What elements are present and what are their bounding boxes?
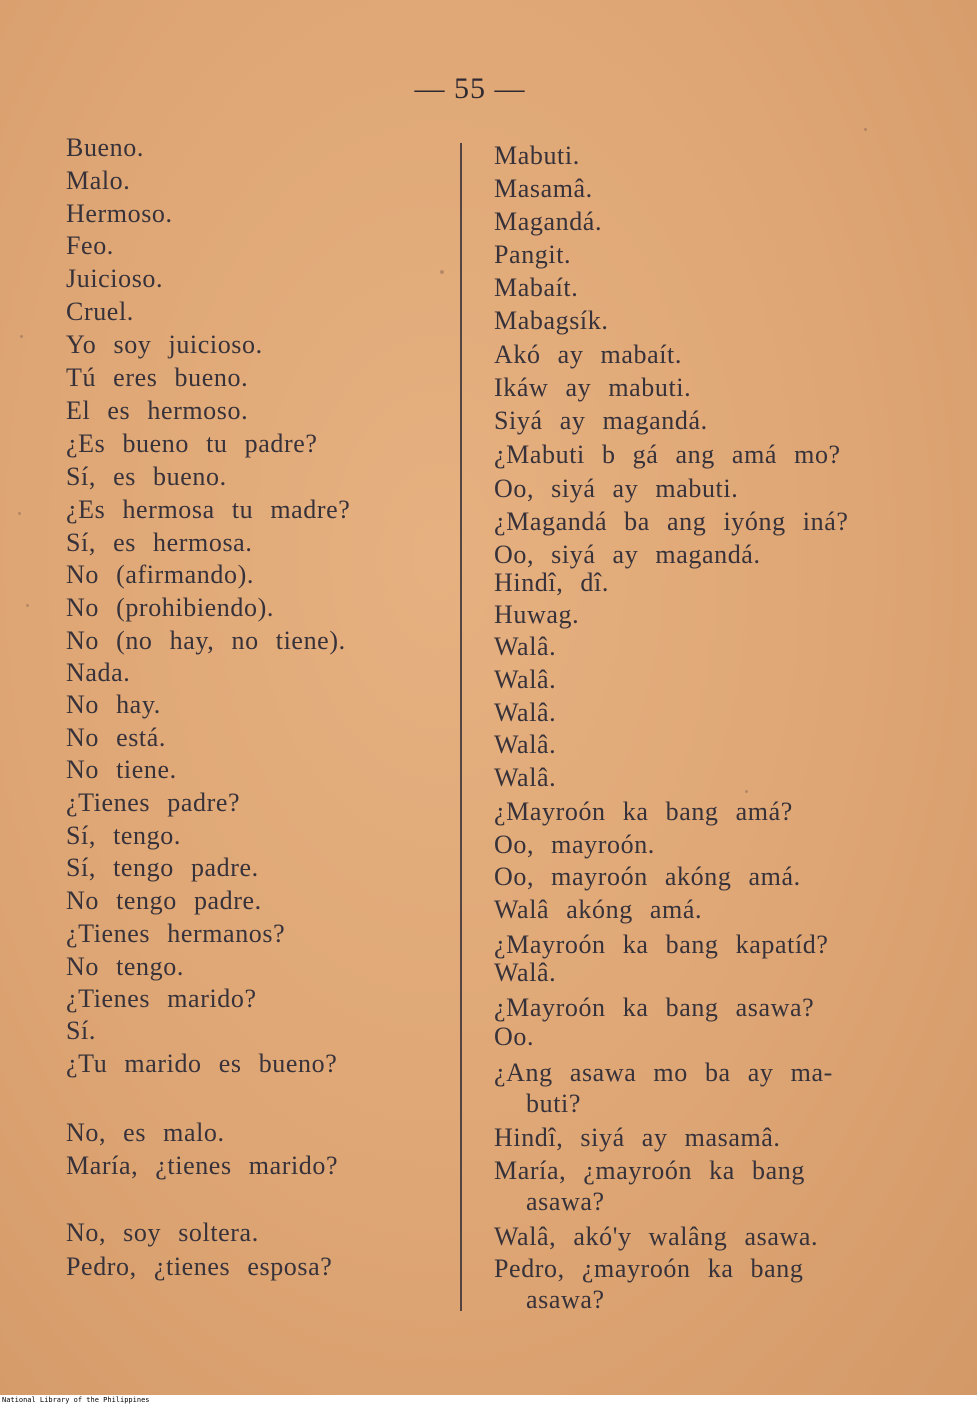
tagalog-line: Pedro, ¿mayroón ka bang [494, 1254, 804, 1283]
tagalog-line: Walâ, akó'y walâng asawa. [494, 1222, 819, 1251]
spanish-line: María, ¿tienes marido? [66, 1151, 339, 1180]
paper-speck [440, 270, 444, 274]
paper-speck [26, 604, 29, 607]
tagalog-line-continuation: buti? [526, 1089, 581, 1118]
tagalog-line: Walâ. [494, 698, 557, 727]
tagalog-line-continuation: asawa? [526, 1285, 605, 1314]
spanish-line: No, soy soltera. [66, 1218, 259, 1247]
spanish-line: Malo. [66, 166, 131, 195]
tagalog-line: Masamâ. [494, 174, 593, 203]
tagalog-line: Huwag. [494, 600, 580, 629]
spanish-line: ¿Tu marido es bueno? [66, 1049, 338, 1078]
tagalog-line: Hindî, dî. [494, 568, 609, 597]
paper-speck [864, 128, 867, 131]
spanish-line: No, es malo. [66, 1118, 225, 1147]
spanish-line: Sí, tengo. [66, 821, 181, 850]
tagalog-line: María, ¿mayroón ka bang [494, 1156, 805, 1185]
tagalog-line: Mabuti. [494, 141, 580, 170]
tagalog-line: Ikáw ay mabuti. [494, 373, 692, 402]
tagalog-line-continuation: asawa? [526, 1187, 605, 1216]
paper-speck [20, 335, 23, 338]
spanish-line: Sí. [66, 1016, 96, 1045]
tagalog-line: ¿Magandá ba ang iyóng iná? [494, 507, 849, 536]
spanish-line: ¿Es bueno tu padre? [66, 429, 318, 458]
tagalog-line: Siyá ay magandá. [494, 406, 708, 435]
spanish-line: Feo. [66, 231, 114, 260]
spanish-line: No tengo. [66, 952, 184, 981]
paper-speck [745, 790, 748, 793]
tagalog-line: ¿Mayroón ka bang kapatíd? [494, 930, 829, 959]
spanish-line: No (no hay, no tiene). [66, 626, 346, 655]
spanish-line: Sí, tengo padre. [66, 853, 259, 882]
tagalog-line: ¿Mayroón ka bang amá? [494, 797, 793, 826]
spanish-line: Tú eres bueno. [66, 363, 249, 392]
spanish-line: No tengo padre. [66, 886, 262, 915]
tagalog-line: Oo. [494, 1022, 535, 1051]
spanish-line: Nada. [66, 658, 131, 687]
spanish-line: Juicioso. [66, 264, 164, 293]
spanish-line: No hay. [66, 690, 161, 719]
spanish-line: Bueno. [66, 133, 144, 162]
tagalog-line: Walâ. [494, 958, 557, 987]
spanish-line: ¿Tienes marido? [66, 984, 257, 1013]
tagalog-line: Walâ. [494, 763, 557, 792]
tagalog-line: ¿Mayroón ka bang asawa? [494, 993, 815, 1022]
spanish-line: Sí, es hermosa. [66, 528, 253, 557]
tagalog-line: Pangit. [494, 240, 572, 269]
tagalog-line: Oo, siyá ay magandá. [494, 540, 761, 569]
tagalog-line: Mabagsík. [494, 306, 609, 335]
tagalog-line: Walâ akóng amá. [494, 895, 703, 924]
tagalog-line: Walâ. [494, 730, 557, 759]
spanish-line: No está. [66, 723, 166, 752]
spanish-line: Yo soy juicioso. [66, 330, 263, 359]
tagalog-line: Akó ay mabaít. [494, 340, 682, 369]
tagalog-line: Mabaít. [494, 273, 579, 302]
tagalog-line: Hindî, siyá ay masamâ. [494, 1123, 781, 1152]
tagalog-line: Oo, mayroón. [494, 830, 655, 859]
spanish-line: Hermoso. [66, 199, 173, 228]
spanish-line: ¿Tienes padre? [66, 788, 241, 817]
spanish-line: Cruel. [66, 297, 134, 326]
tagalog-line: Oo, siyá ay mabuti. [494, 474, 739, 503]
spanish-line: No tiene. [66, 755, 177, 784]
tagalog-line: Walâ. [494, 665, 557, 694]
tagalog-line: Oo, mayroón akóng amá. [494, 862, 801, 891]
spanish-line: No (afirmando). [66, 560, 254, 589]
tagalog-line: Walâ. [494, 632, 557, 661]
tagalog-line: ¿Mabuti b gá ang amá mo? [494, 440, 841, 469]
spanish-line: Pedro, ¿tienes esposa? [66, 1252, 333, 1281]
spanish-line: ¿Es hermosa tu madre? [66, 495, 351, 524]
column-divider [460, 143, 462, 1311]
spanish-line: El es hermoso. [66, 396, 249, 425]
paper-speck [18, 512, 21, 515]
tagalog-line: ¿Ang asawa mo ba ay ma- [494, 1058, 833, 1087]
tagalog-line: Magandá. [494, 207, 603, 236]
spanish-line: Sí, es bueno. [66, 462, 227, 491]
page-number: — 55 — [414, 72, 526, 105]
footer-credit: National Library of the Philippines [2, 1396, 150, 1404]
spanish-line: No (prohibiendo). [66, 593, 274, 622]
spanish-line: ¿Tienes hermanos? [66, 919, 286, 948]
